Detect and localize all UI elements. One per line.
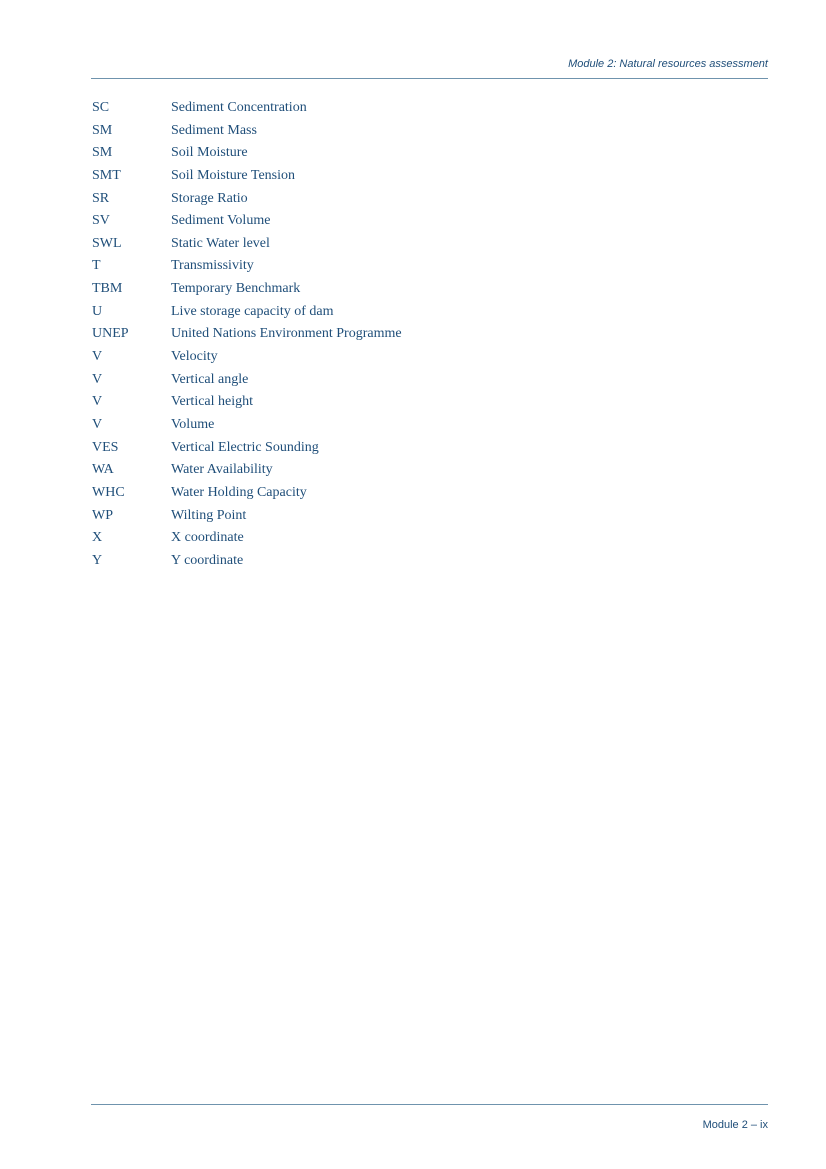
abbreviation-definition: Sediment Volume: [171, 213, 271, 229]
abbreviation-definition: United Nations Environment Programme: [171, 326, 402, 342]
abbreviation-definition: Soil Moisture Tension: [171, 167, 295, 183]
abbreviation-term: WP: [92, 507, 113, 523]
abbreviation-definition: Sediment Mass: [171, 122, 257, 138]
abbreviation-row: [91, 437, 591, 460]
abbreviation-term: TBM: [92, 281, 123, 297]
abbreviation-definition: Temporary Benchmark: [171, 281, 301, 297]
abbreviation-row: [91, 233, 591, 256]
abbreviation-term: T: [92, 258, 101, 274]
abbreviation-definition: Water Holding Capacity: [171, 484, 307, 500]
page-number: Module 2 – ix: [702, 1119, 768, 1131]
abbreviation-row: [91, 346, 591, 369]
abbreviation-definition: Vertical Electric Sounding: [171, 439, 319, 455]
abbreviation-row: [91, 255, 591, 278]
abbreviation-definition: Wilting Point: [171, 507, 247, 523]
abbreviation-definition: Vertical height: [171, 394, 254, 410]
abbreviation-row: [91, 391, 591, 414]
abbreviation-definition: Y coordinate: [171, 552, 244, 568]
abbreviation-row: [91, 165, 591, 188]
abbreviation-row: [91, 482, 591, 505]
abbreviation-definition: Sediment Concentration: [171, 100, 307, 115]
abbreviation-term: SM: [92, 145, 113, 161]
abbreviation-row: [91, 414, 591, 437]
abbreviation-row: [91, 301, 591, 324]
abbreviation-row: [91, 188, 591, 211]
abbreviation-term: V: [92, 394, 103, 410]
abbreviation-row: [91, 210, 591, 233]
abbreviation-term: UNEP: [92, 326, 129, 342]
abbreviation-term: V: [92, 371, 103, 387]
abbreviation-definition: Storage Ratio: [171, 190, 248, 206]
abbreviation-definition: X coordinate: [171, 530, 244, 546]
abbreviation-term: WA: [92, 462, 114, 478]
abbreviation-term: X: [92, 530, 103, 546]
abbreviation-definition: Soil Moisture: [171, 145, 248, 161]
abbreviation-term: SV: [92, 213, 110, 229]
abbreviation-term: SWL: [92, 235, 122, 251]
abbreviation-term: U: [92, 303, 103, 319]
abbreviation-term: WHC: [92, 484, 125, 500]
abbreviation-row: [91, 278, 591, 301]
abbreviation-term: Y: [92, 552, 103, 568]
abbreviation-term: SC: [92, 100, 110, 115]
abbreviation-row: [91, 97, 591, 120]
abbreviation-row: [91, 459, 591, 482]
abbreviation-row: [91, 369, 591, 392]
abbreviation-term: VES: [92, 439, 119, 455]
abbreviation-term: SR: [92, 190, 110, 206]
abbreviation-term: SMT: [92, 167, 121, 183]
abbreviation-list: [91, 97, 591, 572]
abbreviation-definition: Static Water level: [171, 235, 270, 251]
abbreviation-row: [91, 142, 591, 165]
abbreviation-term: V: [92, 416, 103, 432]
page-header: [91, 56, 768, 79]
running-header-title: Module 2: Natural resources assessment: [568, 58, 768, 70]
abbreviation-term: SM: [92, 122, 113, 138]
abbreviation-definition: Vertical angle: [171, 371, 249, 387]
abbreviation-row: [91, 527, 591, 550]
abbreviation-term: V: [92, 349, 103, 365]
abbreviation-definition: Velocity: [171, 349, 218, 365]
abbreviation-row: [91, 323, 591, 346]
abbreviation-row: [91, 550, 591, 573]
abbreviation-row: [91, 505, 591, 528]
abbreviation-definition: Volume: [171, 416, 215, 432]
abbreviation-row: [91, 120, 591, 143]
abbreviation-definition: Water Availability: [171, 462, 273, 478]
abbreviation-definition: Live storage capacity of dam: [171, 303, 334, 319]
footer-divider: [91, 1104, 768, 1105]
abbreviation-definition: Transmissivity: [171, 258, 254, 274]
